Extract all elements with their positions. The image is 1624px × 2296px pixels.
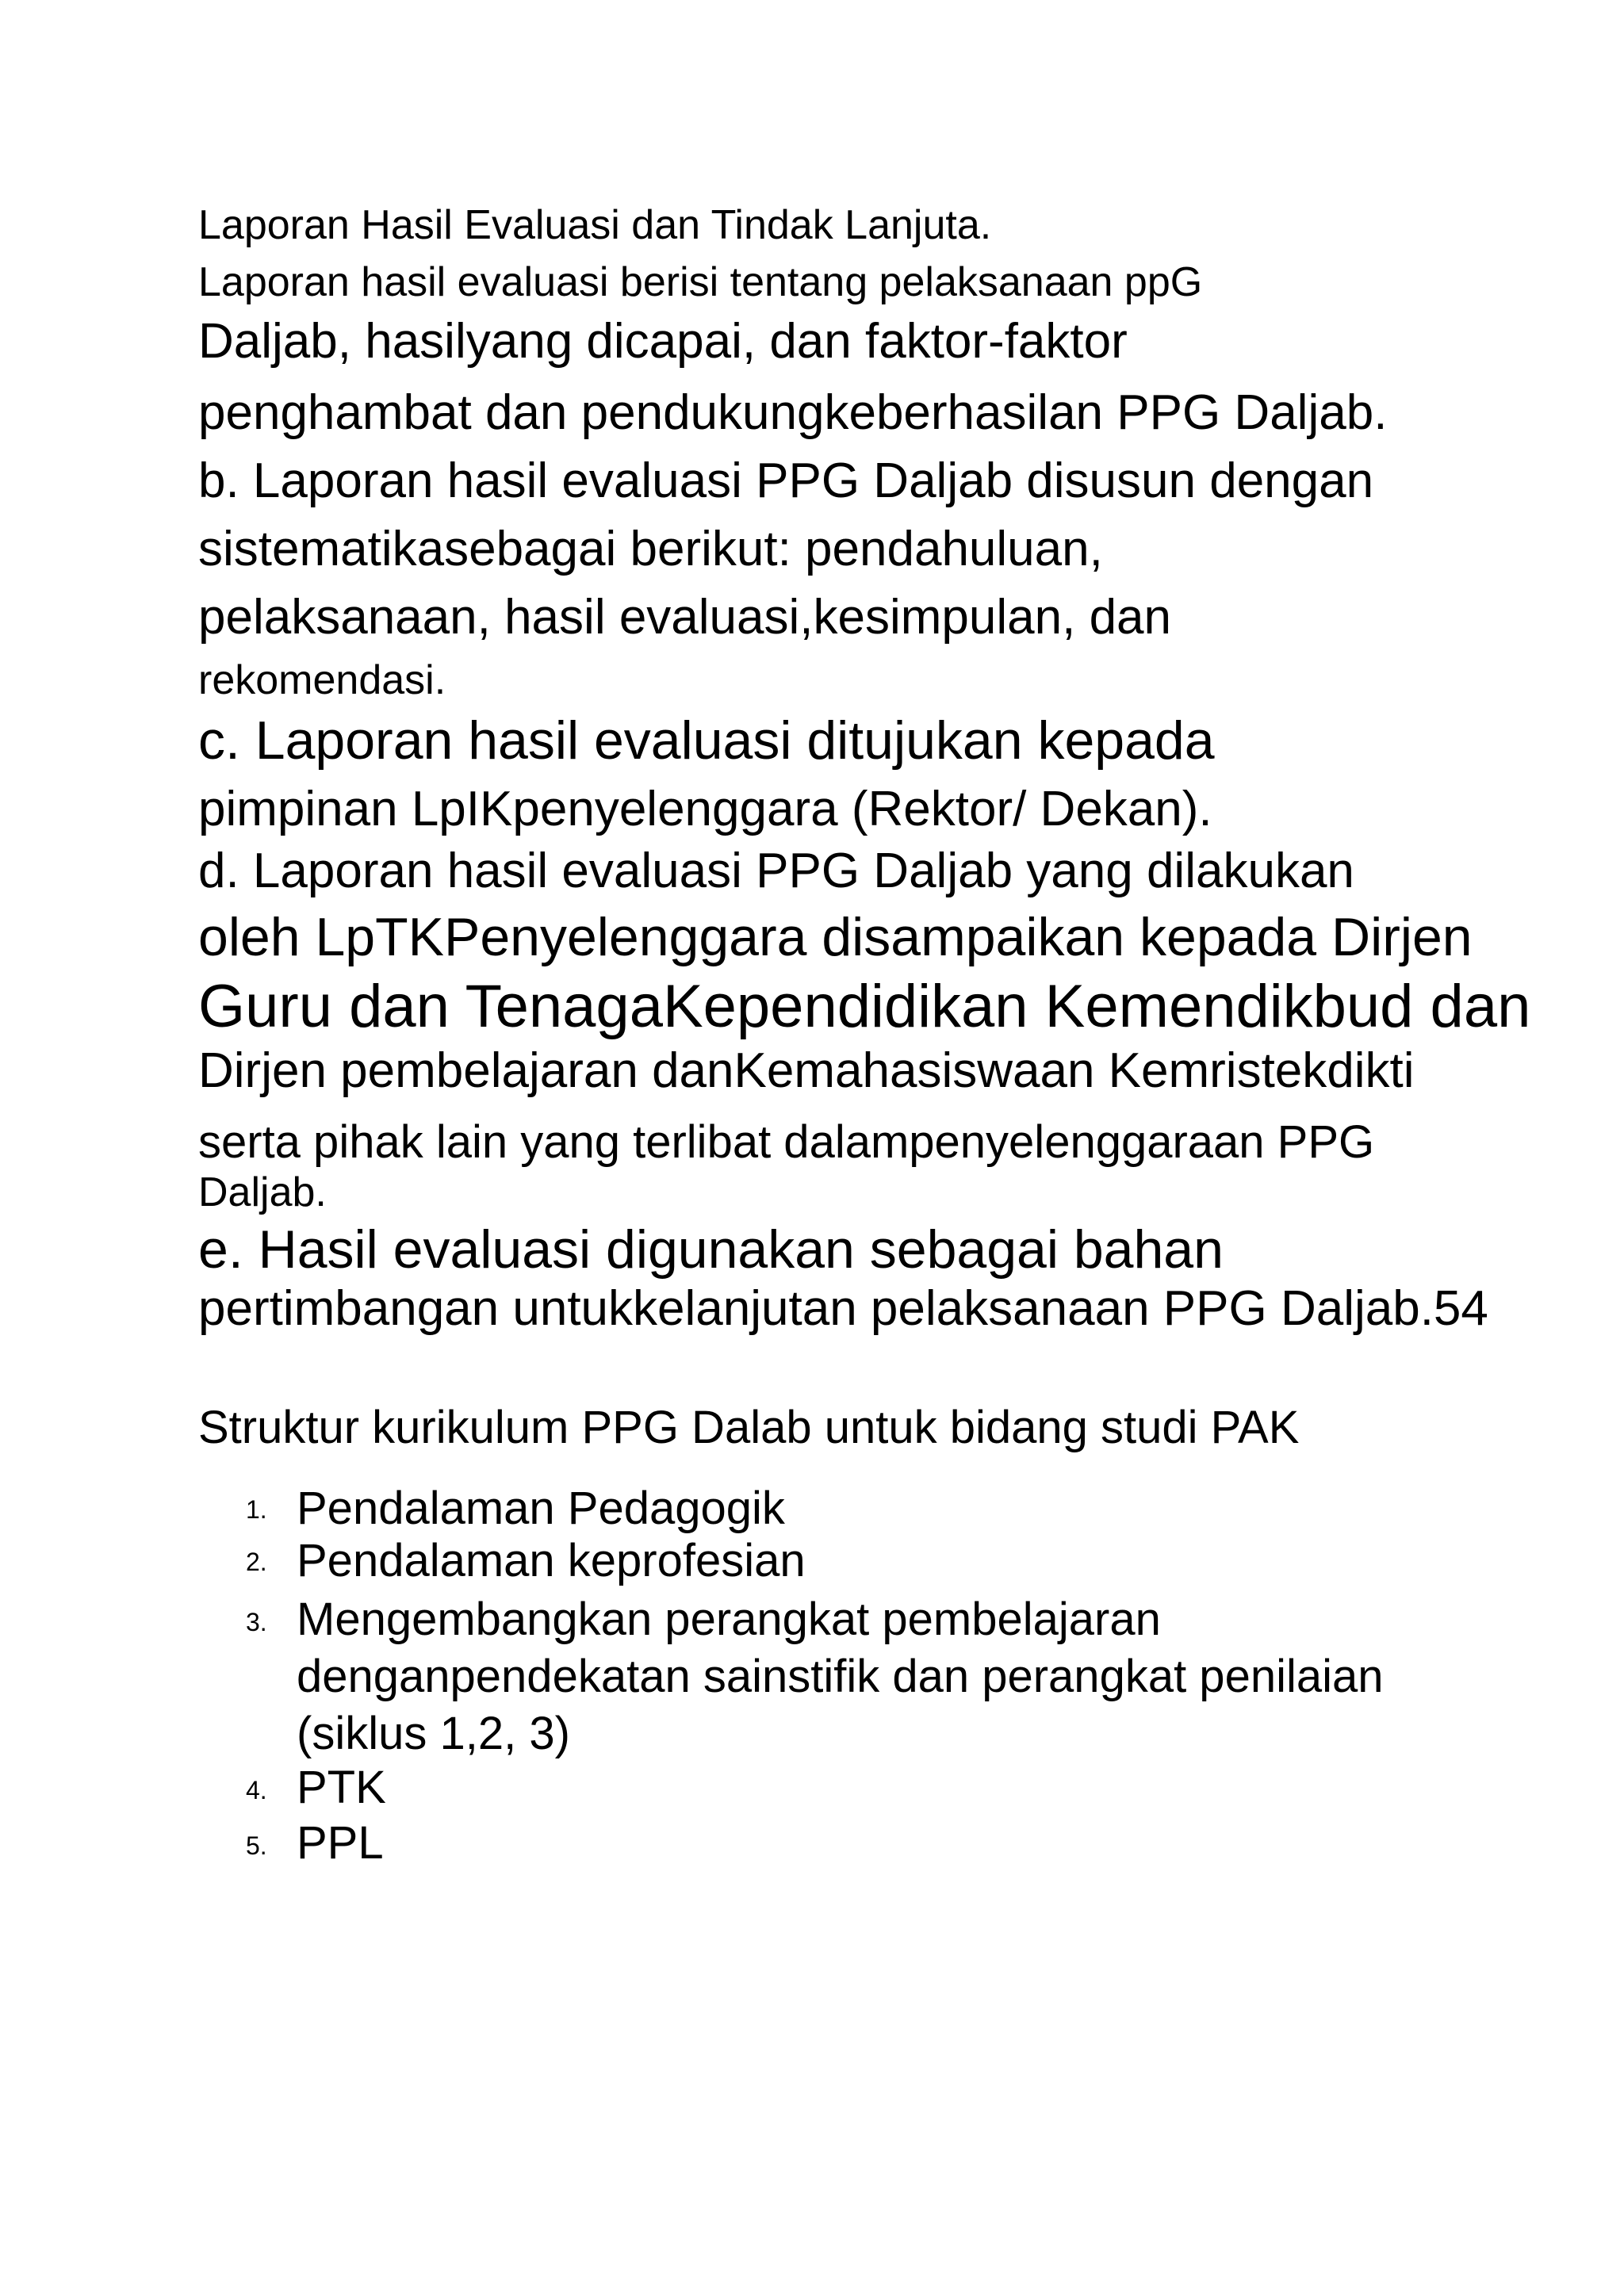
paragraph-line: e. Hasil evaluasi digunakan sebagai bahan	[198, 1219, 1224, 1280]
paragraph-line: penghambat dan pendukungkeberhasilan PPG Daljab.	[198, 385, 1388, 440]
list-item-number: 1.	[246, 1495, 267, 1524]
list-item-number: 3.	[246, 1608, 267, 1636]
paragraph-line: pimpinan LpIKpenyelenggara (Rektor/ Dekan).	[198, 782, 1212, 836]
list-item-text: Mengembangkan perangkat pembelajaran	[297, 1594, 1161, 1645]
list-item-text: denganpendekatan sainstifik dan perangkat penilaian	[297, 1651, 1384, 1702]
paragraph-line: pertimbangan untukkelanjutan pelaksanaan PPG Daljab.54	[198, 1281, 1488, 1336]
list-item-number: 4.	[246, 1776, 267, 1804]
paragraph-line: rekomendasi.	[198, 657, 446, 703]
report-title-line: Laporan Hasil Evaluasi dan Tindak Lanjuta.	[198, 202, 992, 248]
list-item-number: 5.	[246, 1831, 267, 1860]
section-heading: Struktur kurikulum PPG Dalab untuk bidang studi PAK	[198, 1402, 1300, 1453]
paragraph-line: Laporan hasil evaluasi berisi tentang pelaksanaan ppG	[198, 259, 1203, 305]
paragraph-line: sistematikasebagai berikut: pendahuluan,	[198, 522, 1103, 576]
paragraph-line: Daljab, hasilyang dicapai, dan faktor-faktor	[198, 314, 1128, 369]
paragraph-line: oleh LpTKPenyelenggara disampaikan kepada Dirjen	[198, 907, 1473, 967]
paragraph-line: serta pihak lain yang terlibat dalampenyelenggaraan PPG	[198, 1116, 1375, 1168]
paragraph-line: pelaksanaan, hasil evaluasi,kesimpulan, dan	[198, 590, 1172, 645]
list-item-text: Pendalaman Pedagogik	[297, 1483, 785, 1534]
list-item-text: Pendalaman keprofesian	[297, 1535, 806, 1586]
list-item-text: PTK	[297, 1762, 386, 1813]
paragraph-line: c. Laporan hasil evaluasi ditujukan kepada	[198, 710, 1215, 771]
list-item-number: 2.	[246, 1548, 267, 1576]
paragraph-line: Guru dan TenagaKependidikan Kemendikbud dan	[198, 973, 1531, 1040]
paragraph-line: d. Laporan hasil evaluasi PPG Daljab yang dilakukan	[198, 844, 1354, 898]
list-item-text: (siklus 1,2, 3)	[297, 1708, 570, 1759]
list-item-text: PPL	[297, 1817, 384, 1869]
paragraph-line: Dirjen pembelajaran danKemahasiswaan Kemristekdikti	[198, 1043, 1415, 1098]
paragraph-line: b. Laporan hasil evaluasi PPG Daljab disusun dengan	[198, 453, 1374, 508]
paragraph-line: Daljab.	[198, 1169, 327, 1215]
